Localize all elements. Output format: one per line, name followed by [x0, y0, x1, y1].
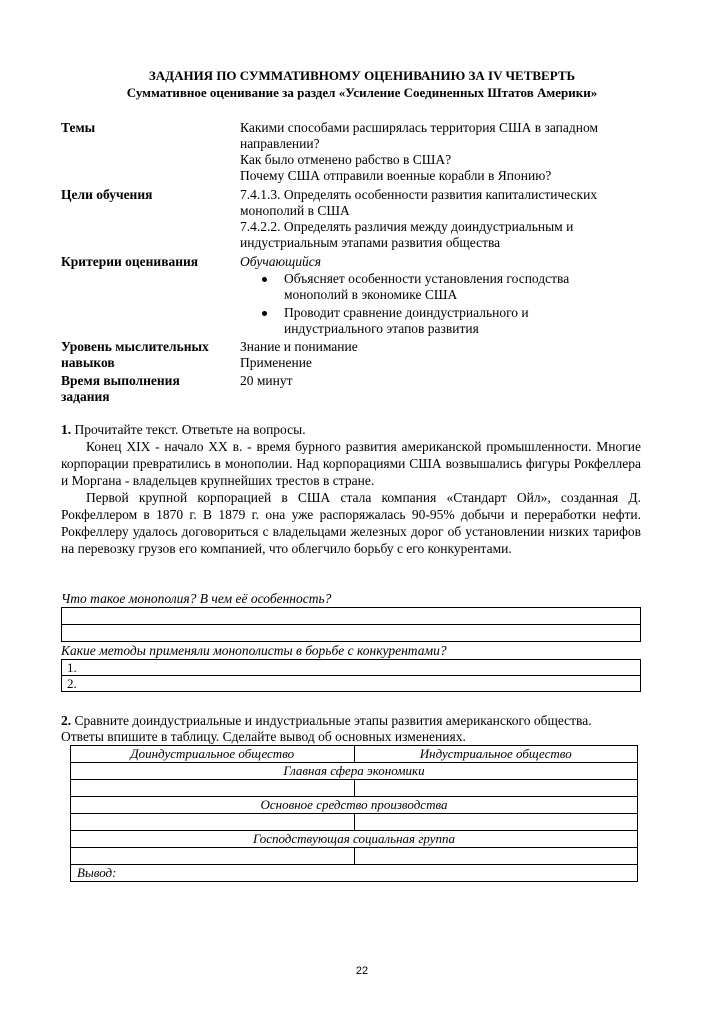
- answer-field[interactable]: [62, 608, 641, 625]
- conclusion-field[interactable]: Вывод:: [71, 865, 638, 882]
- criteria-intro: Обучающийся: [240, 254, 322, 269]
- task1-number: 1.: [61, 422, 72, 437]
- goal-line: 7.4.2.2. Определять различия между доиндустриальным и: [240, 219, 574, 234]
- criteria-line: индустриального этапов развития: [284, 321, 479, 336]
- level-line: Применение: [240, 355, 312, 370]
- answer-cell[interactable]: [71, 848, 355, 865]
- question-2: Какие методы применяли монополисты в борьбе с конкурентами?: [61, 643, 447, 658]
- task1-intro: [61, 421, 641, 438]
- answer-cell[interactable]: [71, 814, 355, 831]
- topic-line: Как было отменено рабство в США?: [240, 152, 452, 167]
- goal-line: 7.4.1.3. Определять особенности развития капиталистических: [240, 187, 598, 202]
- bullet-icon: [262, 277, 267, 282]
- level-label-line: навыков: [61, 355, 115, 370]
- goals-label: Цели обучения: [61, 187, 153, 202]
- task1-paragraph: Конец XIX - начало XX в. - время бурного развития американской промышленности. Многие корпорации превратились в монополии. Над корпорациями США возвышались фигуры Рокфеллера и Моргана - владельцев крупнейших трестов в стране.: [61, 439, 641, 488]
- answer-field[interactable]: 1.: [62, 660, 641, 676]
- answer-cell[interactable]: [71, 780, 355, 797]
- criteria-line: Объясняет особенности установления господства: [284, 271, 570, 286]
- goal-line: индустриальным этапами развития общества: [240, 235, 501, 250]
- level-line: Знание и понимание: [240, 339, 358, 354]
- answer-cell[interactable]: [354, 780, 638, 797]
- column-header-preindustrial: Доиндустриальное общество: [71, 746, 355, 763]
- answer-cell[interactable]: [354, 848, 638, 865]
- answer-table-2: [61, 659, 641, 692]
- answer-cell[interactable]: [354, 814, 638, 831]
- goal-line: монополий в США: [240, 203, 350, 218]
- level-label-line: Уровень мыслительных: [61, 339, 209, 354]
- criteria-line: Проводит сравнение доиндустриального и: [284, 305, 529, 320]
- criteria-label: Критерии оценивания: [61, 254, 199, 269]
- level-label: [61, 339, 209, 371]
- task2-intro: [61, 712, 661, 729]
- topic-line: Какими способами расширялась территория США в западном: [240, 120, 598, 135]
- page-number: 22: [355, 965, 369, 977]
- column-header-industrial: Индустриальное общество: [354, 746, 638, 763]
- criteria-item: [284, 271, 664, 303]
- row-header-means-of-production: Основное средство производства: [71, 797, 638, 814]
- time-label-line: задания: [61, 389, 110, 404]
- task1-instruction: Прочитайте текст. Ответьте на вопросы.: [74, 422, 306, 437]
- question-1: Что такое монополия? В чем её особенность?: [61, 591, 332, 606]
- level-values: [240, 339, 358, 371]
- criteria-line: монополий в экономике США: [284, 287, 458, 302]
- topics-list: [240, 120, 660, 184]
- bullet-icon: [262, 311, 267, 316]
- time-value: 20 минут: [240, 373, 293, 388]
- topic-line: Почему США отправили военные корабли в Японию?: [240, 168, 552, 183]
- answer-field[interactable]: 2.: [62, 676, 641, 692]
- comparison-table: [70, 745, 638, 882]
- row-header-social-group: Господствующая социальная группа: [71, 831, 638, 848]
- criteria-item: [284, 305, 664, 337]
- time-label: [61, 373, 180, 405]
- task1-paragraph: Первой крупной корпорацией в США стала компания «Стандарт Ойл», созданная Д. Рокфеллером в 1870 г. В 1879 г. она уже распоряжалась 90-95% добычи и переработки нефти. Рокфеллеру удалось договориться с владельцами железных дорог об установлении низких тарифов на перевозку грузов его компанией, что облегчило борьбу с его конкурентами.: [61, 490, 641, 556]
- document-title: ЗАДАНИЯ ПО СУММАТИВНОМУ ОЦЕНИВАНИЮ ЗА IV ЧЕТВЕРТЬ: [148, 68, 576, 83]
- row-header-economy: Главная сфера экономики: [71, 763, 638, 780]
- answer-table-1: [61, 607, 641, 642]
- answer-field[interactable]: [62, 625, 641, 642]
- topic-line: направлении?: [240, 136, 320, 151]
- topics-label: Темы: [61, 120, 96, 135]
- document-subtitle: Суммативное оценивание за раздел «Усиление Соединенных Штатов Америки»: [126, 85, 598, 100]
- goals-list: [240, 187, 660, 251]
- task2-instruction-line1: Сравните доиндустриальные и индустриальные этапы развития американского общества.: [74, 713, 592, 728]
- task2-instruction-line2: Ответы впишите в таблицу. Сделайте вывод об основных изменениях.: [61, 729, 466, 744]
- time-label-line: Время выполнения: [61, 373, 180, 388]
- task2-number: 2.: [61, 713, 72, 728]
